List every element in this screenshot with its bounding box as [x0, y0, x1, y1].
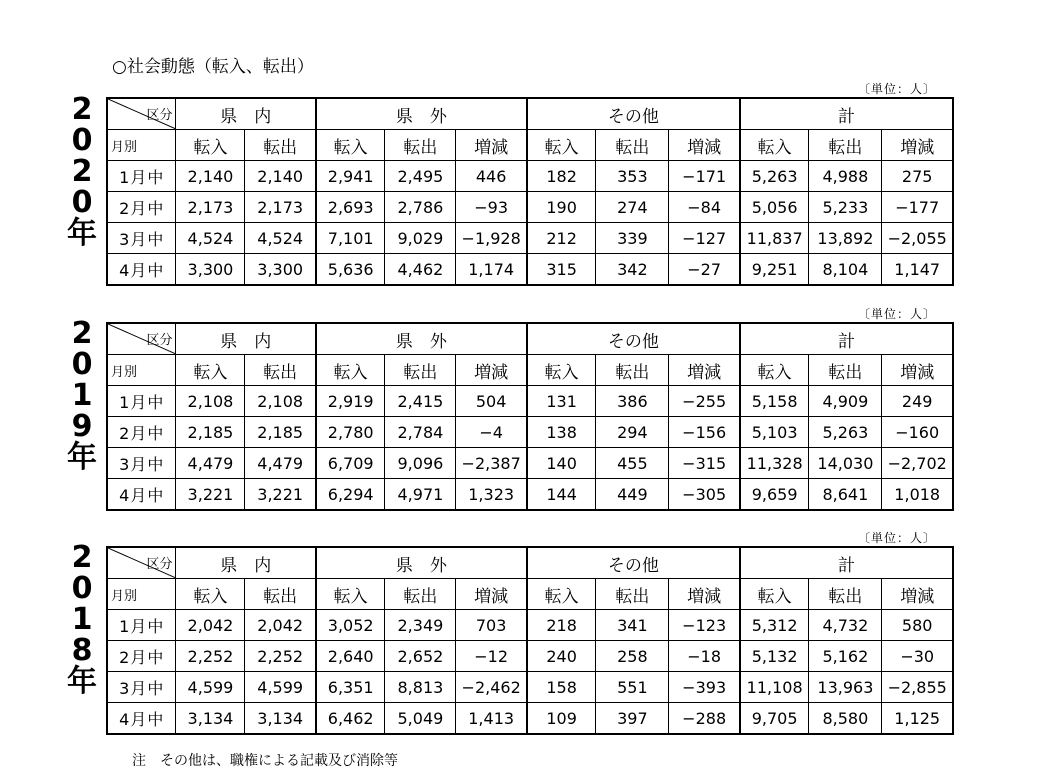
- data-cell: 455: [596, 448, 669, 479]
- data-cell: 9,096: [385, 448, 456, 479]
- sub-header: 転入: [316, 130, 385, 161]
- tsuki-label: 月別: [111, 140, 138, 155]
- data-cell: 138: [527, 417, 596, 448]
- data-cell: 190: [527, 192, 596, 223]
- data-cell: 5,263: [809, 417, 882, 448]
- data-cell: 109: [527, 703, 596, 735]
- data-cell: 4,732: [809, 610, 882, 641]
- data-cell: 2,108: [176, 386, 245, 417]
- month-cell: 2月中: [107, 417, 176, 448]
- table-row: [107, 479, 953, 511]
- data-cell: 2,140: [245, 161, 316, 192]
- data-cell: 4,909: [809, 386, 882, 417]
- data-cell: −171: [669, 161, 740, 192]
- group-header: 県 外: [316, 547, 527, 579]
- data-cell: 4,988: [809, 161, 882, 192]
- data-cell: 8,104: [809, 254, 882, 286]
- sub-header: 転出: [385, 355, 456, 386]
- data-cell: 5,636: [316, 254, 385, 286]
- data-cell: 2,941: [316, 161, 385, 192]
- kubun-label: 区分: [146, 108, 173, 123]
- data-cell: 249: [882, 386, 953, 417]
- data-cell: 212: [527, 223, 596, 254]
- year-char: 0: [71, 571, 93, 606]
- table-row: [107, 448, 953, 479]
- sub-header: 転出: [596, 579, 669, 610]
- data-cell: 275: [882, 161, 953, 192]
- data-cell: 3,052: [316, 610, 385, 641]
- year-char: 0: [71, 347, 93, 382]
- data-cell: 11,328: [740, 448, 809, 479]
- data-cell: 2,252: [245, 641, 316, 672]
- data-cell: −2,702: [882, 448, 953, 479]
- data-cell: 551: [596, 672, 669, 703]
- sub-header: 増減: [882, 579, 953, 610]
- data-cell: −255: [669, 386, 740, 417]
- group-header: 県 内: [176, 323, 316, 355]
- data-cell: 2,185: [176, 417, 245, 448]
- year-char: 年: [67, 216, 97, 251]
- group-header: その他: [527, 547, 740, 579]
- data-cell: 3,134: [176, 703, 245, 735]
- tsuki-label: 月別: [111, 365, 138, 380]
- corner-header: [107, 98, 176, 130]
- data-cell: 4,599: [245, 672, 316, 703]
- data-cell: −127: [669, 223, 740, 254]
- table-row: [107, 703, 953, 735]
- data-cell: 6,709: [316, 448, 385, 479]
- year-char: 8: [71, 633, 93, 668]
- data-cell: 2,415: [385, 386, 456, 417]
- year-label: [62, 542, 102, 697]
- group-header: 計: [740, 547, 953, 579]
- sub-header: 転入: [740, 579, 809, 610]
- data-cell: 2,173: [245, 192, 316, 223]
- data-cell: 315: [527, 254, 596, 286]
- month-cell: 4月中: [107, 479, 176, 511]
- data-cell: −1,928: [456, 223, 527, 254]
- data-cell: −30: [882, 641, 953, 672]
- data-cell: 2,640: [316, 641, 385, 672]
- sub-header: 転出: [596, 355, 669, 386]
- data-cell: 3,221: [176, 479, 245, 511]
- stats-table: [106, 546, 954, 735]
- data-cell: 2,349: [385, 610, 456, 641]
- data-cell: 8,580: [809, 703, 882, 735]
- data-cell: 2,042: [245, 610, 316, 641]
- data-cell: 2,786: [385, 192, 456, 223]
- group-header: 県 外: [316, 323, 527, 355]
- year-char: 2: [71, 540, 93, 575]
- data-cell: 1,413: [456, 703, 527, 735]
- sub-header: 転入: [527, 579, 596, 610]
- group-header: その他: [527, 98, 740, 130]
- data-cell: 5,132: [740, 641, 809, 672]
- month-cell: 1月中: [107, 610, 176, 641]
- data-cell: 2,140: [176, 161, 245, 192]
- data-cell: −288: [669, 703, 740, 735]
- month-header: [107, 355, 176, 386]
- data-cell: 258: [596, 641, 669, 672]
- data-cell: −393: [669, 672, 740, 703]
- data-cell: 140: [527, 448, 596, 479]
- group-header: 計: [740, 323, 953, 355]
- data-cell: 2,252: [176, 641, 245, 672]
- data-cell: 14,030: [809, 448, 882, 479]
- sub-header: 転入: [316, 579, 385, 610]
- data-cell: 341: [596, 610, 669, 641]
- group-header: 県 内: [176, 98, 316, 130]
- data-cell: 2,693: [316, 192, 385, 223]
- corner-header: [107, 547, 176, 579]
- table-row: [107, 192, 953, 223]
- data-cell: 131: [527, 386, 596, 417]
- tsuki-label: 月別: [111, 589, 138, 604]
- data-cell: −18: [669, 641, 740, 672]
- sub-header: 転入: [740, 355, 809, 386]
- month-header: [107, 579, 176, 610]
- data-cell: 342: [596, 254, 669, 286]
- year-char: 年: [67, 440, 97, 475]
- data-cell: 8,641: [809, 479, 882, 511]
- data-cell: 449: [596, 479, 669, 511]
- sub-header: 増減: [456, 355, 527, 386]
- data-cell: −2,387: [456, 448, 527, 479]
- data-cell: 5,103: [740, 417, 809, 448]
- month-cell: 4月中: [107, 703, 176, 735]
- page-title: ○社会動態（転入、転出）: [112, 57, 314, 77]
- data-cell: 2,185: [245, 417, 316, 448]
- data-cell: 9,659: [740, 479, 809, 511]
- data-cell: 218: [527, 610, 596, 641]
- group-header: 計: [740, 98, 953, 130]
- stats-table: [106, 97, 954, 286]
- data-cell: 5,263: [740, 161, 809, 192]
- year-char: 2: [71, 92, 93, 127]
- table-row: [107, 161, 953, 192]
- sub-header: 増減: [456, 130, 527, 161]
- data-cell: 4,599: [176, 672, 245, 703]
- data-cell: 144: [527, 479, 596, 511]
- data-cell: 2,784: [385, 417, 456, 448]
- data-cell: −177: [882, 192, 953, 223]
- table-row: [107, 254, 953, 286]
- data-cell: 386: [596, 386, 669, 417]
- sub-header: 増減: [882, 130, 953, 161]
- data-cell: 339: [596, 223, 669, 254]
- data-cell: −12: [456, 641, 527, 672]
- month-cell: 3月中: [107, 448, 176, 479]
- month-cell: 2月中: [107, 641, 176, 672]
- sub-header: 転出: [809, 579, 882, 610]
- data-cell: 11,837: [740, 223, 809, 254]
- data-cell: 446: [456, 161, 527, 192]
- data-cell: 1,323: [456, 479, 527, 511]
- data-cell: −2,462: [456, 672, 527, 703]
- data-cell: 397: [596, 703, 669, 735]
- sub-header: 転入: [176, 130, 245, 161]
- data-cell: 703: [456, 610, 527, 641]
- data-cell: 13,963: [809, 672, 882, 703]
- data-cell: 5,233: [809, 192, 882, 223]
- data-cell: 1,125: [882, 703, 953, 735]
- data-cell: 182: [527, 161, 596, 192]
- sub-header: 増減: [669, 579, 740, 610]
- unit-label: 〔単位：人〕: [857, 307, 936, 321]
- year-char: 年: [67, 664, 97, 699]
- month-cell: 1月中: [107, 386, 176, 417]
- stats-table: [106, 322, 954, 511]
- data-cell: 2,495: [385, 161, 456, 192]
- data-cell: −315: [669, 448, 740, 479]
- data-cell: 4,479: [176, 448, 245, 479]
- unit-label: 〔単位：人〕: [857, 531, 936, 545]
- table-row: [107, 672, 953, 703]
- data-cell: 2,173: [176, 192, 245, 223]
- sub-header: 転入: [740, 130, 809, 161]
- year-char: 0: [71, 185, 93, 220]
- data-cell: 504: [456, 386, 527, 417]
- data-cell: 5,056: [740, 192, 809, 223]
- data-cell: 3,221: [245, 479, 316, 511]
- data-cell: −305: [669, 479, 740, 511]
- sub-header: 転入: [527, 355, 596, 386]
- data-cell: 6,294: [316, 479, 385, 511]
- data-cell: 1,174: [456, 254, 527, 286]
- year-label: [62, 318, 102, 473]
- sub-header: 転出: [245, 130, 316, 161]
- month-header: [107, 130, 176, 161]
- data-cell: 5,162: [809, 641, 882, 672]
- data-cell: −27: [669, 254, 740, 286]
- data-cell: 11,108: [740, 672, 809, 703]
- sub-header: 転入: [527, 130, 596, 161]
- month-cell: 3月中: [107, 223, 176, 254]
- data-cell: −93: [456, 192, 527, 223]
- data-cell: 3,300: [176, 254, 245, 286]
- year-char: 2: [71, 154, 93, 189]
- sub-header: 転入: [176, 579, 245, 610]
- footnote: 注 その他は、職権による記載及び消除等: [132, 753, 398, 769]
- sub-header: 転出: [809, 130, 882, 161]
- month-cell: 3月中: [107, 672, 176, 703]
- data-cell: 3,134: [245, 703, 316, 735]
- sub-header: 転出: [596, 130, 669, 161]
- table-row: [107, 386, 953, 417]
- group-header: 県 外: [316, 98, 527, 130]
- data-cell: 3,300: [245, 254, 316, 286]
- data-cell: 5,312: [740, 610, 809, 641]
- sub-header: 転出: [809, 355, 882, 386]
- data-cell: 9,029: [385, 223, 456, 254]
- data-cell: 4,971: [385, 479, 456, 511]
- sub-header: 増減: [669, 130, 740, 161]
- data-cell: −123: [669, 610, 740, 641]
- group-header: その他: [527, 323, 740, 355]
- data-cell: 1,018: [882, 479, 953, 511]
- data-cell: 9,251: [740, 254, 809, 286]
- data-cell: 4,524: [245, 223, 316, 254]
- data-cell: 2,780: [316, 417, 385, 448]
- data-cell: 13,892: [809, 223, 882, 254]
- data-cell: 6,351: [316, 672, 385, 703]
- data-cell: 5,158: [740, 386, 809, 417]
- kubun-label: 区分: [146, 333, 173, 348]
- data-cell: −156: [669, 417, 740, 448]
- data-cell: 5,049: [385, 703, 456, 735]
- data-cell: 2,652: [385, 641, 456, 672]
- year-char: 9: [71, 409, 93, 444]
- data-cell: 4,479: [245, 448, 316, 479]
- month-cell: 2月中: [107, 192, 176, 223]
- data-cell: −4: [456, 417, 527, 448]
- year-label: [62, 94, 102, 249]
- data-cell: 4,524: [176, 223, 245, 254]
- data-cell: 1,147: [882, 254, 953, 286]
- data-cell: −84: [669, 192, 740, 223]
- group-header: 県 内: [176, 547, 316, 579]
- year-char: 2: [71, 316, 93, 351]
- kubun-label: 区分: [146, 557, 173, 572]
- table-row: [107, 641, 953, 672]
- data-cell: 2,919: [316, 386, 385, 417]
- data-cell: 7,101: [316, 223, 385, 254]
- data-cell: −160: [882, 417, 953, 448]
- data-cell: 294: [596, 417, 669, 448]
- month-cell: 4月中: [107, 254, 176, 286]
- table-row: [107, 610, 953, 641]
- year-char: 1: [71, 378, 93, 413]
- data-cell: 6,462: [316, 703, 385, 735]
- data-cell: 158: [527, 672, 596, 703]
- table-row: [107, 223, 953, 254]
- unit-label: 〔単位：人〕: [857, 82, 936, 96]
- sub-header: 増減: [669, 355, 740, 386]
- corner-header: [107, 323, 176, 355]
- data-cell: 2,042: [176, 610, 245, 641]
- sub-header: 増減: [882, 355, 953, 386]
- sub-header: 転入: [176, 355, 245, 386]
- data-cell: 2,108: [245, 386, 316, 417]
- data-cell: −2,855: [882, 672, 953, 703]
- data-cell: 580: [882, 610, 953, 641]
- data-cell: −2,055: [882, 223, 953, 254]
- data-cell: 274: [596, 192, 669, 223]
- sub-header: 転出: [245, 355, 316, 386]
- data-cell: 240: [527, 641, 596, 672]
- year-char: 0: [71, 123, 93, 158]
- sub-header: 転出: [385, 579, 456, 610]
- table-row: [107, 417, 953, 448]
- sub-header: 転入: [316, 355, 385, 386]
- data-cell: 8,813: [385, 672, 456, 703]
- sub-header: 転出: [385, 130, 456, 161]
- sub-header: 増減: [456, 579, 527, 610]
- data-cell: 9,705: [740, 703, 809, 735]
- year-char: 1: [71, 602, 93, 637]
- data-cell: 4,462: [385, 254, 456, 286]
- sub-header: 転出: [245, 579, 316, 610]
- month-cell: 1月中: [107, 161, 176, 192]
- data-cell: 353: [596, 161, 669, 192]
